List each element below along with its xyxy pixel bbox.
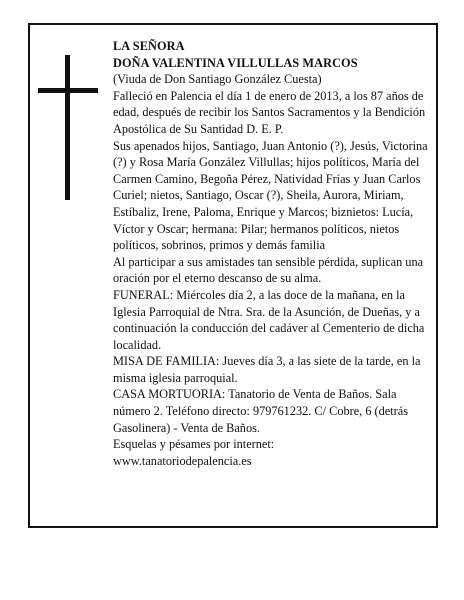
website-link[interactable]: www.tanatoriodepalencia.es <box>113 453 252 468</box>
internet-label: Esquelas y pésames por internet: <box>113 437 275 452</box>
obituary-text <box>113 38 431 469</box>
family-mass: MISA DE FAMILIA: Jueves día 3, a las siete de la tarde, en la misma iglesia parroquial. <box>113 354 421 385</box>
widow-line: (Viuda de Don Santiago González Cuesta) <box>113 72 322 87</box>
family-list: Sus apenados hijos, Santiago, Juan Antonio (?), Jesús, Victorina (?) y Rosa María González Villullas; hijos políticos, María del Carmen Camino, Begoña Pérez, Natividad Frías y Juan Carlos Curiel; nietos, Santiago, Oscar (?), Sheila, Aurora, Miriam, Estíbaliz, Irene, Paloma, Enrique y Marcos; biznietos: Lucía, Víctor y Oscar; hermana: Pilar; hermanos políticos, nietos políticos, sobrinos, primos y demás familia <box>113 138 428 253</box>
mortuary-details: CASA MORTUORIA: Tanatorio de Venta de Baños. Sala número 2. Teléfono directo: 979761232. C/ Cobre, 6 (detrás Gasolinera) - Venta de Baños. <box>113 387 408 435</box>
prayer-request: Al participar a sus amistades tan sensible pérdida, suplican una oración por el eterno descanso de su alma. <box>113 254 424 286</box>
death-notice: Falleció en Palencia el día 1 de enero de 2013, a los 87 años de edad, después de recibir los Santos Sacramentos y la Bendición Apostólica de Su Santidad D. E. P. <box>113 88 426 136</box>
cross-icon <box>38 55 98 200</box>
funeral-details: FUNERAL: Miércoles día 2, a las doce de la mañana, en la Iglesia Parroquial de Ntra. Sra. de la Asunción, de Dueñas, y a continuación la conducción del cadáver al Cementerio de dicha localidad. <box>113 287 425 352</box>
deceased-name: DOÑA VALENTINA VILLULLAS MARCOS <box>113 55 358 70</box>
obituary-title: LA SEÑORA <box>113 39 185 53</box>
cross-vertical-bar <box>65 55 70 200</box>
cross-horizontal-bar <box>38 88 98 93</box>
